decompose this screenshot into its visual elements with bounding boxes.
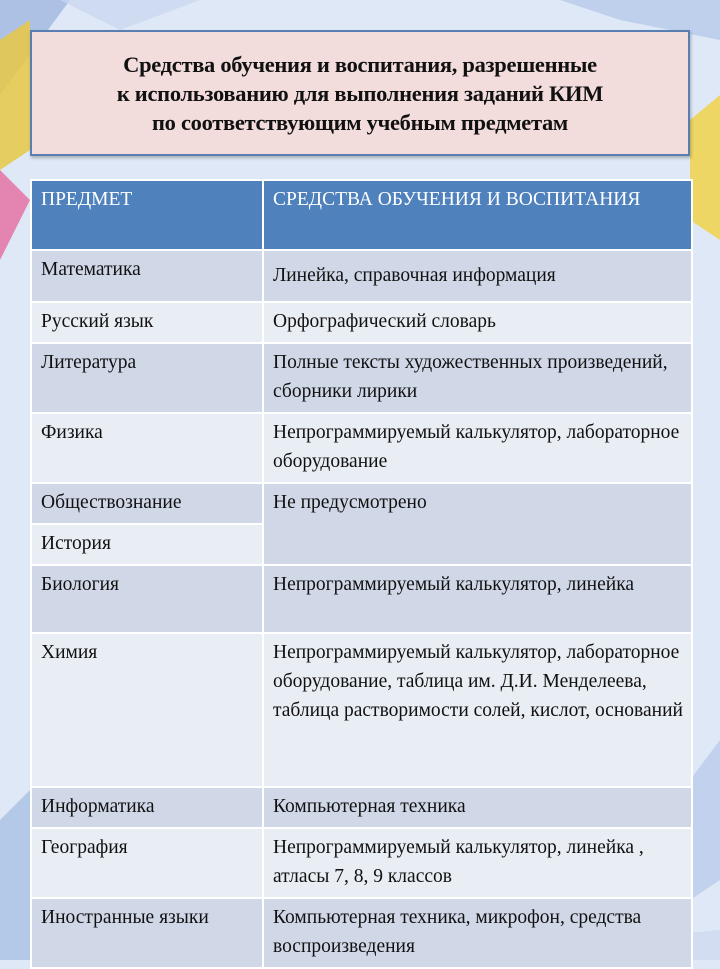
means-cell: Компьютерная техника, микрофон, средства воспроизведения [263, 898, 692, 968]
table-row [31, 828, 692, 898]
means-cell: Орфографический словарь [263, 302, 692, 343]
header-subject: ПРЕДМЕТ [31, 180, 263, 250]
subject-cell: Математика [31, 250, 263, 302]
title-line: к использованию для выполнения заданий КИМ [116, 80, 604, 106]
table-row [31, 787, 692, 828]
table-row [31, 565, 692, 633]
table-row [31, 898, 692, 968]
table-row [31, 483, 692, 524]
title-line: по соответствующим учебным предметам [152, 109, 568, 135]
subject-cell: Обществознание [31, 483, 263, 524]
means-cell: Полные тексты художественных произведений, сборники лирики [263, 343, 692, 413]
means-cell: Непрограммируемый калькулятор, лабораторное оборудование, таблица им. Д.И. Менделеева, таблица растворимости солей, кислот, оснований [263, 633, 692, 787]
means-cell: Непрограммируемый калькулятор, лабораторное оборудование [263, 413, 692, 483]
header-means: СРЕДСТВА ОБУЧЕНИЯ И ВОСПИТАНИЯ [263, 180, 692, 250]
table-row [31, 633, 692, 787]
title-box [30, 30, 690, 156]
table-row [31, 413, 692, 483]
subject-cell: Физика [31, 413, 263, 483]
subject-cell: История [31, 524, 263, 565]
table-row [31, 343, 692, 413]
title-line: Средства обучения и воспитания, разрешенные [123, 51, 597, 77]
table-row [31, 250, 692, 302]
subjects-table [30, 179, 693, 969]
subject-cell: Биология [31, 565, 263, 633]
means-cell: Линейка, справочная информация [263, 250, 692, 302]
means-cell: Не предусмотрено [263, 483, 692, 565]
subject-cell: География [31, 828, 263, 898]
table-header-row [31, 180, 692, 250]
table-row [31, 302, 692, 343]
means-cell: Непрограммируемый калькулятор, линейка , атласы 7, 8, 9 классов [263, 828, 692, 898]
subject-cell: Иностранные языки [31, 898, 263, 968]
subject-cell: Литература [31, 343, 263, 413]
subject-cell: Информатика [31, 787, 263, 828]
subject-cell: Русский язык [31, 302, 263, 343]
means-cell: Компьютерная техника [263, 787, 692, 828]
means-cell: Непрограммируемый калькулятор, линейка [263, 565, 692, 633]
subject-cell: Химия [31, 633, 263, 787]
